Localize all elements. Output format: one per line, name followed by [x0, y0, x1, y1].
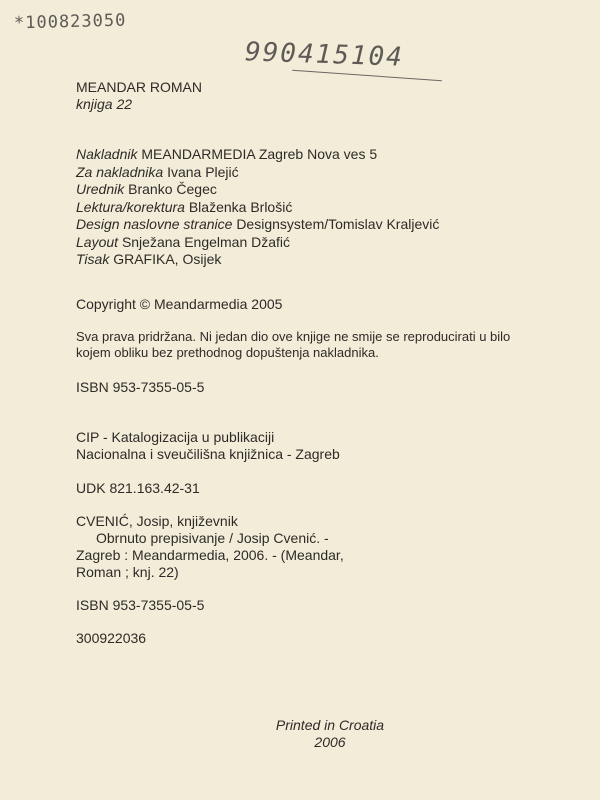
credit-row [76, 216, 439, 234]
printed-year: 2006 [314, 734, 346, 750]
printed-footer [230, 717, 430, 751]
printed-in: Printed in Croatia [275, 717, 385, 733]
series-name: MEANDAR ROMAN [76, 79, 203, 95]
credit-row [76, 234, 439, 252]
isbn-line: ISBN 953-7355-05-5 [76, 379, 205, 395]
record-line: CVENIĆ, Josip, književnik [76, 513, 238, 529]
handwritten-id: *100823050 [13, 10, 127, 34]
cip-block [76, 429, 340, 463]
isbn-line-repeat: ISBN 953-7355-05-5 [76, 597, 205, 613]
credit-row [76, 164, 439, 182]
credit-value: Branko Čegec [128, 181, 217, 197]
credits-block [76, 146, 439, 269]
credit-role: Lektura/korektura [76, 198, 185, 215]
rights-notice [76, 329, 576, 361]
copyright-line: Copyright © Meandarmedia 2005 [76, 296, 283, 312]
rights-line: Sva prava pridržana. Ni jedan dio ove knjige ne smije se reproducirati u bilo [76, 329, 511, 344]
series-block [76, 79, 202, 113]
credit-row [76, 146, 439, 164]
credit-value: Ivana Plejić [167, 163, 239, 180]
series-volume: knjiga 22 [76, 96, 133, 112]
credit-value: GRAFIKA, Osijek [113, 251, 222, 267]
credit-role: Za nakladnika [76, 163, 164, 180]
credit-role: Layout [76, 233, 119, 250]
credit-role: Tisak [76, 251, 110, 267]
credit-role: Urednik [76, 181, 125, 197]
catalog-record [76, 513, 344, 581]
credit-value: MEANDARMEDIA Zagreb Nova ves 5 [141, 146, 378, 162]
credit-row [76, 251, 439, 269]
cip-line: CIP - Katalogizacija u publikaciji [76, 429, 275, 445]
credit-row [76, 199, 439, 217]
rights-line: kojem obliku bez prethodnog dopuštenja nakladnika. [76, 345, 379, 360]
credit-role: Nakladnik [76, 146, 138, 162]
credit-value: Blaženka Brlošić [188, 198, 293, 215]
record-line: Obrnuto prepisivanje / Josip Cvenić. - [96, 530, 329, 546]
credit-role: Design naslovne stranice [76, 216, 233, 232]
credit-value: Snježana Engelman Džafić [121, 233, 291, 250]
record-line: Roman ; knj. 22) [76, 564, 179, 580]
udk-line: UDK 821.163.42-31 [76, 480, 200, 496]
handwritten-call-number: 990415104 [244, 37, 405, 73]
credit-value: Designsystem/Tomislav Kraljević [236, 216, 440, 232]
record-line: Zagreb : Meandarmedia, 2006. - (Meandar, [76, 547, 344, 563]
cip-line: Nacionalna i sveučilišna knjižnica - Zagreb [76, 446, 340, 462]
catalog-code: 300922036 [76, 630, 147, 646]
credit-row [76, 181, 439, 199]
